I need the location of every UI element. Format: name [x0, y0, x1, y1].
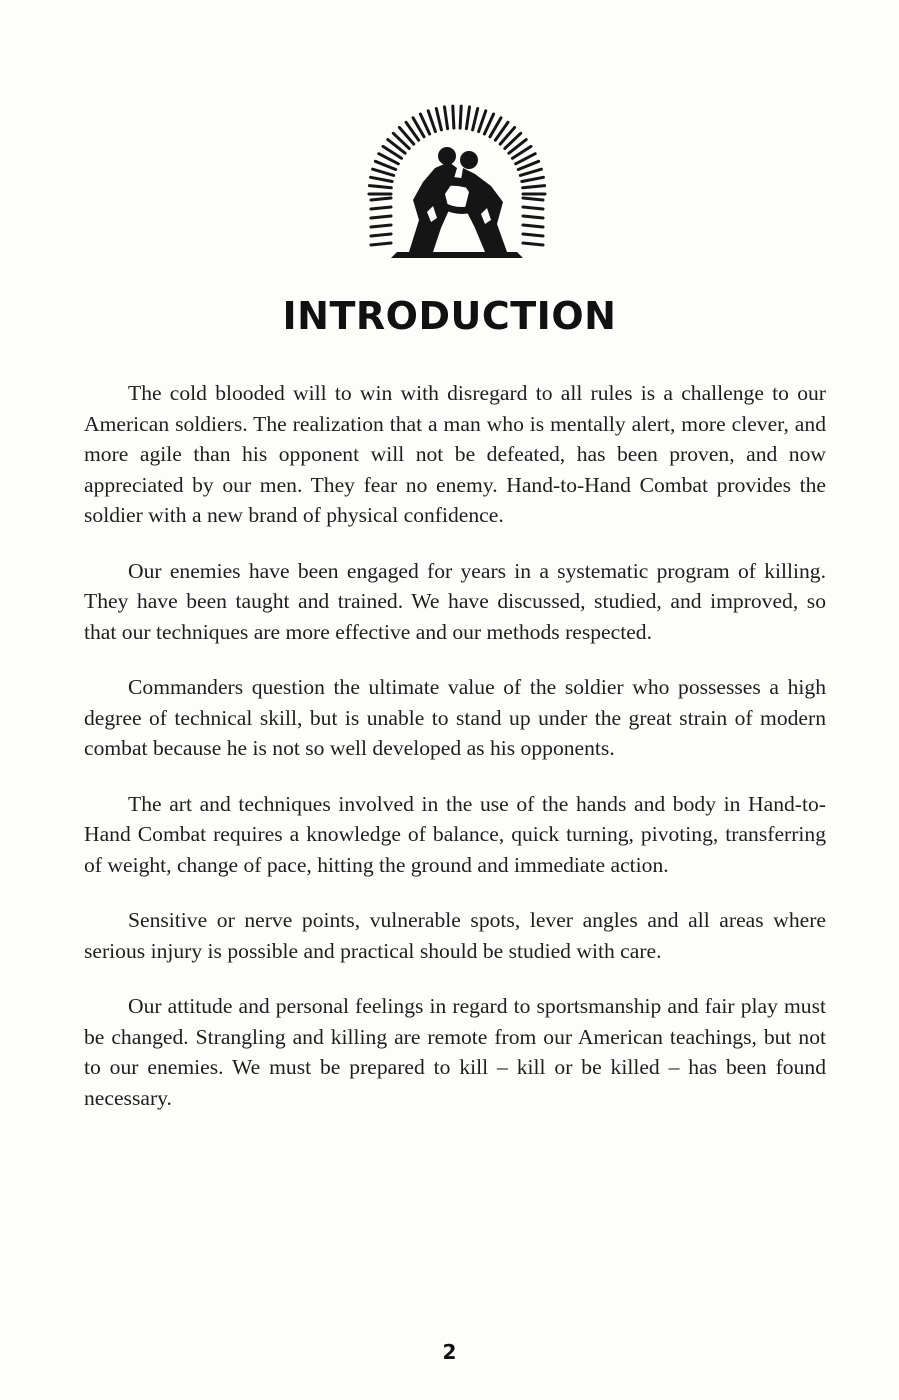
- sunburst-ray: [473, 109, 478, 130]
- sunburst-ray: [371, 198, 391, 200]
- sunburst-ray: [428, 111, 435, 132]
- paragraph: Commanders question the ultimate value of the soldier who possesses a high degree of technical skill, but is unable to stand up under the great strain of modern combat because he is not so well developed as his opponents.: [84, 675, 826, 760]
- sunburst-ray: [371, 177, 393, 181]
- sunburst-ray: [520, 169, 541, 175]
- sunburst-ray: [371, 207, 391, 209]
- introduction-body: [84, 378, 826, 1138]
- sunburst-ray: [460, 106, 461, 128]
- sunburst-ray: [371, 216, 391, 218]
- wrestlers-sunburst-icon: [357, 102, 557, 262]
- page-title: INTRODUCTION: [282, 294, 617, 338]
- sunburst-ray: [522, 177, 544, 181]
- page-number: 2: [442, 1340, 457, 1364]
- sunburst-ray: [445, 107, 448, 129]
- sunburst-ray: [436, 109, 441, 130]
- paragraph: Our attitude and personal feelings in regard to sportsmanship and fair play must be changed. Strangling and killing are remote from our American teachings, but not to our enemies. We must be prepared to kill – kill or be killed – has been found necessary.: [84, 994, 826, 1110]
- sunburst-ray: [371, 243, 391, 245]
- sunburst-ray: [371, 225, 391, 227]
- sunburst-ray: [523, 234, 543, 236]
- paragraph: Sensitive or nerve points, vulnerable spots, lever angles and all areas where serious injury is possible and practical should be studied with care.: [84, 908, 826, 963]
- sunburst-ray: [371, 234, 391, 236]
- sunburst-ray: [466, 107, 469, 129]
- sunburst-ray: [523, 243, 543, 245]
- paragraph: The cold blooded will to win with disregard to all rules is a challenge to our American soldiers. The realization that a man who is mentally alert, more clever, and more agile than his opponent will not be defeated, has been proven, and now appreciated by our men. They fear no enemy. Hand-to-Hand Combat provides the soldier with a new brand of physical confidence.: [84, 381, 826, 527]
- paragraph: The art and techniques involved in the use of the hands and body in Hand-to-Hand Combat requires a knowledge of balance, quick turning, pivoting, transferring of weight, change of pace, hitting the ground and immediate action.: [84, 791, 826, 877]
- sunburst-ray: [523, 225, 543, 227]
- sunburst-ray: [523, 186, 545, 188]
- sunburst-ray: [369, 186, 391, 188]
- sunburst-ray: [453, 106, 454, 128]
- paragraph: Our enemies have been engaged for years in a systematic program of killing. They have been taught and trained. We have discussed, studied, and improved, so that our techniques are more effective and our methods respected.: [84, 558, 826, 644]
- sunburst-ray: [523, 198, 543, 200]
- sunburst-ray: [373, 169, 394, 175]
- sunburst-ray: [479, 111, 486, 132]
- sunburst-ray: [523, 216, 543, 218]
- sunburst-ray: [523, 207, 543, 209]
